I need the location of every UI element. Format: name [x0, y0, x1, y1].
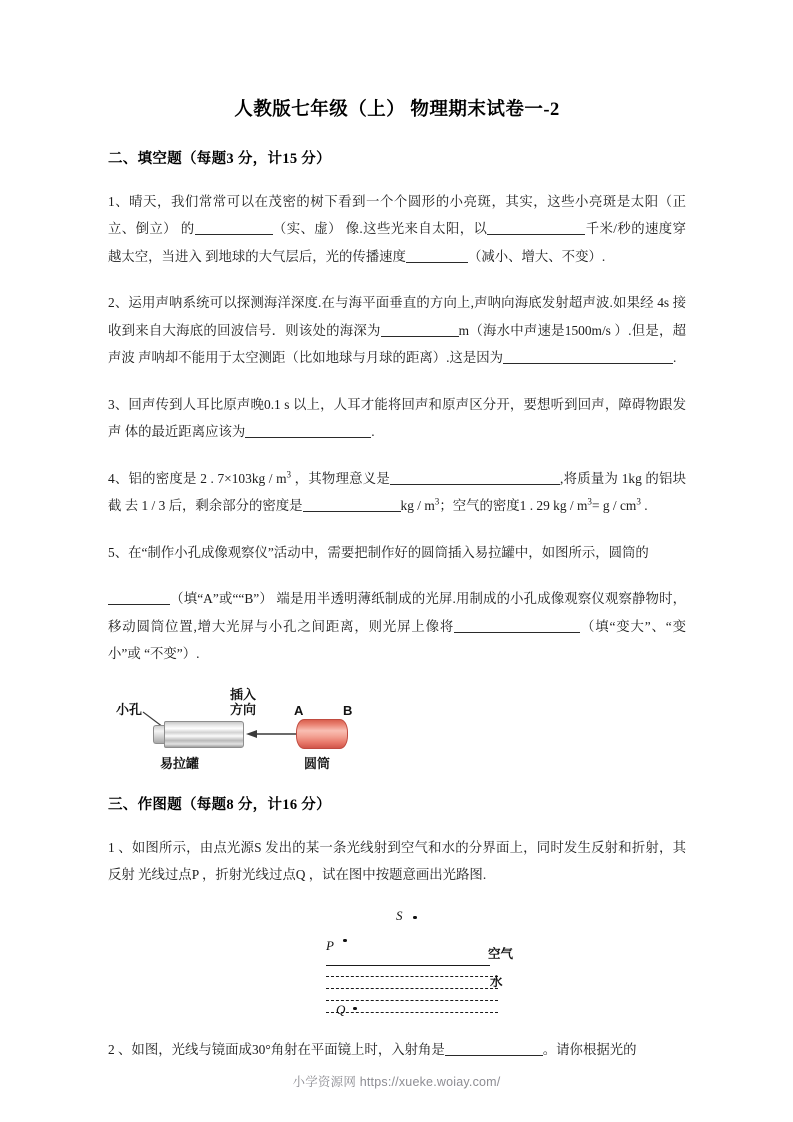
- question-4-sup-2: 3: [434, 496, 440, 507]
- question-2-text-a: 2、运用声呐系统可以探测海洋深度.在与海平面垂直的方向上,声呐向海底发射超声波.如果经 4s 接收到来自大海底的回波信号．则该处的海深为: [108, 295, 686, 338]
- question-4-unit-1: kg / m: [251, 470, 287, 486]
- insert-direction-line-1: 插入: [230, 686, 257, 702]
- footer-watermark: [0, 1072, 793, 1090]
- answer-blank[interactable]: [381, 322, 459, 337]
- question-2-text-c: .: [673, 350, 677, 366]
- figure-label-air: 空气: [488, 946, 514, 961]
- figure-label-soda-can: 易拉罐: [160, 755, 200, 771]
- question-5-text-b: （填“A”或““B”） 端是用半透明薄纸制成的光屏.用制成的小孔成像观察仪观察静物时， 移动圆筒位置,增大光屏与小孔之间距离，则光屏上像将: [108, 591, 686, 634]
- question-4-text-a: 4、铝的密度是 2 . 7×10: [108, 470, 246, 486]
- question-4-unit-2: kg / m: [400, 498, 435, 514]
- figure-label-point-p: P: [326, 937, 334, 953]
- section-heading-drawing: 三、作图题（每题8 分，计16 分）: [108, 796, 331, 813]
- question-1-text-a: 1、晴天，我们常常可以在茂密的树下看到一个个圆形的小亮斑，其实，这些小亮斑是太阳（正 立、倒立） 的: [108, 194, 686, 237]
- footer-url[interactable]: https://xueke.woiay.com/: [359, 1075, 501, 1089]
- question-4-text-b: ，其物理意义是: [291, 470, 391, 486]
- question-2-text-b: m（海水中声速是1500m/s ）.但是，超声波 声呐却不能用于太空测距（比如地球与月球的距离）.这是因为: [108, 322, 686, 366]
- answer-blank[interactable]: [195, 221, 273, 236]
- answer-blank[interactable]: [487, 221, 585, 236]
- figure-air-water-refraction: [320, 908, 560, 1026]
- document-content: [108, 95, 686, 1082]
- page-title: 人教版七年级（上） 物理期末试卷一-2: [234, 100, 560, 120]
- figure-label-end-a: A: [294, 702, 304, 718]
- paper-tube-body: [296, 719, 348, 749]
- question-4-exp-1: 3: [245, 470, 252, 486]
- figure-label-end-b: B: [343, 702, 353, 718]
- answer-blank[interactable]: [445, 1041, 543, 1056]
- question-5-intro: [108, 539, 686, 566]
- water-hatch-line: [326, 976, 498, 977]
- question-3: [108, 391, 686, 446]
- point-s-marker: [413, 916, 417, 920]
- answer-blank[interactable]: [406, 248, 468, 263]
- answer-blank[interactable]: [454, 618, 580, 633]
- question-4-text-e: =: [591, 498, 600, 514]
- question-1-text-b: （实、虚） 像.这些光来自太阳，以: [272, 221, 488, 237]
- question-4-text-c: ,将质量为 1kg 的铝块截 去 1 / 3 后，剩余部分的密度是: [108, 470, 686, 514]
- question-3-text-a: 3、回声传到人耳比原声晚0.1 s 以上，人耳才能将回声和原声区分开，要想听到回声，障碍物跟发声 体的最近距离应该为: [108, 396, 686, 440]
- figure-label-water: 水: [490, 974, 503, 989]
- soda-can-body: [164, 721, 244, 748]
- water-hatch-line: [326, 1012, 498, 1013]
- question-3-text-b: .: [371, 424, 375, 440]
- answer-blank[interactable]: [503, 350, 673, 365]
- question-4: [108, 465, 686, 520]
- answer-blank[interactable]: [390, 470, 560, 485]
- drawing-question-1-text: 1 、如图所示，由点光源S 发出的某一条光线射到空气和水的分界面上，同时发生反射和折射，其反射 光线过点P ，折射光线过点Q ，试在图中按题意画出光路图.: [108, 839, 686, 883]
- drawing-question-1: [108, 834, 686, 889]
- question-4-sup-1: 3: [286, 469, 292, 480]
- figure-label-pinhole: 小孔: [116, 701, 143, 717]
- question-4-sup-4: 3: [636, 496, 641, 507]
- insert-arrow-icon: [246, 729, 298, 739]
- question-5-body: [108, 585, 686, 667]
- drawing-question-2: [108, 1036, 686, 1063]
- question-1-text-d: （减小、增大、不变）.: [467, 248, 606, 264]
- figure-label-point-s: S: [396, 907, 403, 923]
- figure-label-tube: 圆筒: [304, 755, 331, 771]
- air-water-interface-line: [326, 965, 490, 966]
- question-1: [108, 188, 686, 270]
- drawing-question-2-text-b: 。请你根据光的: [542, 1041, 637, 1057]
- question-4-text-d: ；空气的密度1 . 29 kg / m: [439, 498, 588, 514]
- answer-blank[interactable]: [303, 498, 401, 513]
- question-4-sup-3: 3: [587, 496, 592, 507]
- figure-label-insert-direction: [230, 687, 256, 718]
- figure-label-point-q: Q: [336, 1001, 346, 1017]
- question-2: [108, 289, 686, 371]
- footer-site-name: 小学资源网: [292, 1075, 357, 1089]
- section-heading-fill-in-blanks: 二、填空题（每题3 分，计15 分）: [108, 151, 331, 167]
- drawing-question-2-text-a: 2 、如图，光线与镜面成30°角射在平面镜上时，入射角是: [108, 1041, 445, 1057]
- insert-direction-line-2: 方向: [230, 701, 257, 717]
- question-4-text-f: .: [640, 498, 648, 514]
- answer-blank[interactable]: [108, 591, 170, 606]
- question-5-text-c: （填“变大”、“变小”或 “不变”）.: [108, 618, 686, 662]
- question-4-unit-3: g / cm: [599, 498, 637, 514]
- water-hatch-line: [326, 1000, 498, 1001]
- water-hatch-line: [326, 988, 498, 989]
- question-5-text-a: 5、在“制作小孔成像观察仪”活动中，需要把制作好的圆筒插入易拉罐中，如图所示，圆筒的: [108, 544, 649, 560]
- figure-pinhole-camera: [116, 687, 436, 779]
- point-p-marker: [343, 939, 347, 943]
- point-q-marker: [353, 1007, 357, 1011]
- answer-blank[interactable]: [245, 424, 371, 439]
- question-1-text-c: 千米/秒的速度穿越太空，当进入 到地球的大气层后，光的传播速度: [108, 221, 686, 264]
